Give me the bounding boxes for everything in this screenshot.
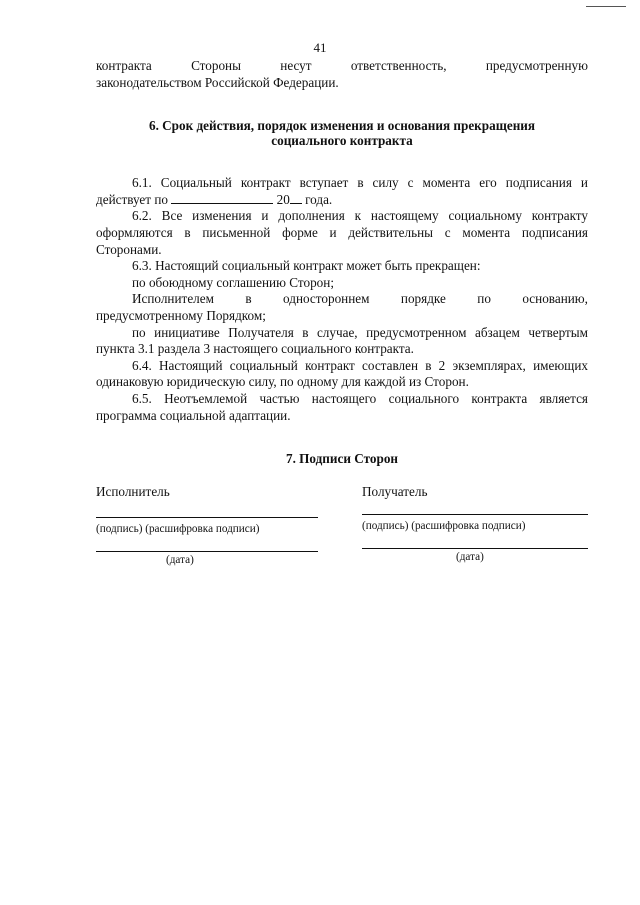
section-7-title: 7. Подписи Сторон xyxy=(285,451,399,467)
section-6-title-line-2: социального контракта xyxy=(271,133,413,149)
year-suffix: года. xyxy=(305,191,333,207)
item-2-word: порядке xyxy=(400,291,446,307)
intro-word: несут xyxy=(280,58,312,73)
intro-line-1 xyxy=(96,58,588,75)
item-2-word: одностороннем xyxy=(283,291,370,307)
clause-6-3-item-2-line-1 xyxy=(96,291,588,308)
corner-line xyxy=(586,6,626,7)
item-2-word: по xyxy=(477,291,491,307)
year-blank xyxy=(290,192,302,204)
clause-6-2: 6.2. Все изменения и дополнения к настоящему социальному контракту оформляются в письменной форме и действительны с момента подписания Сторонами. xyxy=(96,208,588,257)
page-number: 41 xyxy=(313,40,327,55)
clause-6-3-item-1: по обоюдному соглашению Сторон; xyxy=(132,274,334,290)
item-2-word: в xyxy=(245,291,252,307)
intro-word: Стороны xyxy=(191,58,241,73)
recipient-signature-line xyxy=(362,514,588,515)
document-body xyxy=(96,58,588,466)
recipient-role: Получатель xyxy=(362,484,428,499)
section-6-title-line-1: 6. Срок действия, порядок изменения и основания прекращения xyxy=(148,118,536,134)
clause-6-1-line-2 xyxy=(96,192,588,209)
recipient-date-caption: (дата) xyxy=(456,551,484,563)
date-blank xyxy=(171,192,273,204)
clause-6-5: 6.5. Неотъемлемой частью настоящего социального контракта является программа социальной адаптации. xyxy=(96,390,588,423)
intro-word: предусмотренную xyxy=(485,58,588,73)
clause-6-1-prefix: действует по xyxy=(96,191,168,207)
clause-6-3-item-3: по инициативе Получателя в случае, предусмотренном абзацем четвертым пункта 3.1 раздела 3 настоящего социального контракта. xyxy=(96,324,588,357)
clause-6-1-line-1: 6.1. Социальный контракт вступает в силу с момента его подписания и xyxy=(132,175,588,191)
recipient-date-line xyxy=(362,548,588,549)
executor-signature-caption: (подпись) (расшифровка подписи) xyxy=(96,523,260,535)
intro-word: ответственность, xyxy=(350,58,447,73)
item-2-word: Исполнителем xyxy=(132,291,214,307)
item-2-word: основанию, xyxy=(522,291,588,307)
intro-line-2: законодательством Российской Федерации. xyxy=(96,74,339,90)
intro-word: контракта xyxy=(96,58,152,73)
clause-6-3-item-2-line-2: предусмотренному Порядком; xyxy=(96,307,266,323)
executor-date-caption: (дата) xyxy=(166,554,194,566)
recipient-signature-caption: (подпись) (расшифровка подписи) xyxy=(362,520,526,532)
clause-6-3: 6.3. Настоящий социальный контракт может быть прекращен: xyxy=(132,258,481,274)
executor-date-line xyxy=(96,551,318,552)
executor-signature-line xyxy=(96,517,318,518)
clause-6-4: 6.4. Настоящий социальный контракт составлен в 2 экземплярах, имеющих одинаковую юридическую силу, по одному для каждой из Сторон. xyxy=(96,357,588,390)
year-prefix: 20 xyxy=(276,191,290,207)
executor-role: Исполнитель xyxy=(96,484,170,499)
